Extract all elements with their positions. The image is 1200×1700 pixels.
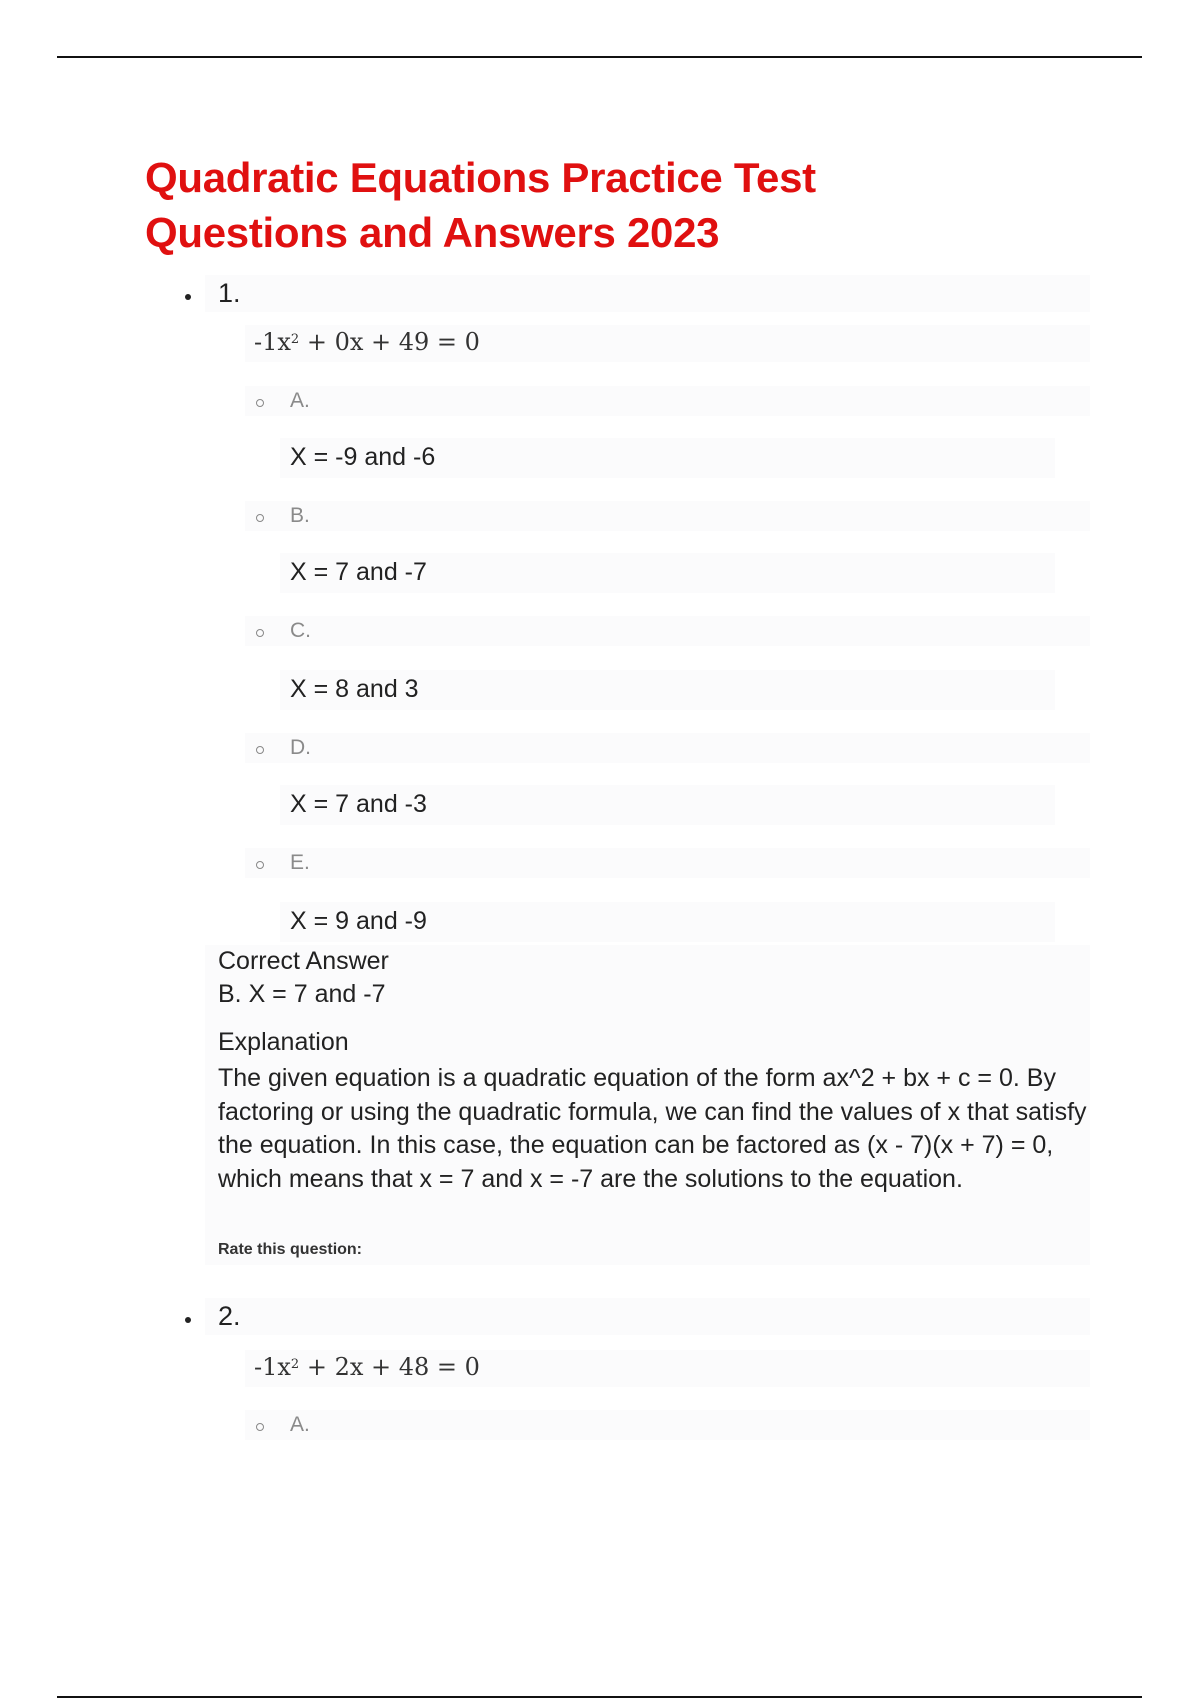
- question-number: 1.: [218, 278, 241, 308]
- explanation-text: The given equation is a quadratic equation of the form ax^2 + bx + c = 0. By factoring or using the quadratic formula, we can find the values of x that satisfy the equation. In this case, the equation can be factored as (x - 7)(x + 7) = 0, which means that x = 7 and x = -7 are the solutions to the equation.: [218, 1064, 1087, 1193]
- hollow-circle-icon: [256, 746, 264, 754]
- correct-answer-value: B. X = 7 and -7: [218, 980, 386, 1008]
- hollow-circle-icon: [256, 514, 264, 522]
- row-band: [245, 1410, 1090, 1440]
- equation-exponent: 2: [290, 332, 300, 347]
- bullet-icon: [185, 1317, 191, 1323]
- hollow-circle-icon: [256, 399, 264, 407]
- equation-part: + 2x + 48 = 0: [299, 1353, 480, 1381]
- option-letter: D.: [290, 736, 311, 759]
- rate-question-label: Rate this question:: [218, 1241, 363, 1258]
- explanation-label: Explanation: [218, 1028, 349, 1056]
- option-letter: C.: [290, 619, 311, 642]
- top-rule: [57, 56, 1142, 58]
- equation-part: -1x: [254, 1353, 291, 1381]
- option-letter: B.: [290, 504, 310, 527]
- option-text: X = -9 and -6: [290, 443, 436, 471]
- question-number: 2.: [218, 1301, 241, 1331]
- option-text: X = 7 and -7: [290, 558, 427, 586]
- question-equation: [254, 327, 480, 357]
- question-equation: [254, 1352, 480, 1382]
- title-line-2: Questions and Answers 2023: [145, 209, 720, 256]
- row-band: [205, 1298, 1090, 1335]
- option-letter: E.: [290, 851, 310, 874]
- row-band: [205, 275, 1090, 312]
- row-band: [245, 501, 1090, 531]
- equation-part: + 0x + 49 = 0: [299, 328, 480, 356]
- option-letter: A.: [290, 1413, 310, 1436]
- row-band: [245, 616, 1090, 646]
- row-band: [245, 848, 1090, 878]
- hollow-circle-icon: [256, 861, 264, 869]
- option-text: X = 9 and -9: [290, 907, 427, 935]
- page-title: [145, 150, 1045, 260]
- row-band: [245, 733, 1090, 763]
- option-letter: A.: [290, 389, 310, 412]
- correct-answer-label: Correct Answer: [218, 947, 389, 975]
- hollow-circle-icon: [256, 629, 264, 637]
- bottom-rule: [57, 1696, 1142, 1698]
- option-text: X = 7 and -3: [290, 790, 427, 818]
- title-line-1: Quadratic Equations Practice Test: [145, 154, 816, 201]
- equation-part: -1x: [254, 328, 291, 356]
- row-band: [245, 386, 1090, 416]
- bullet-icon: [185, 294, 191, 300]
- option-text: X = 8 and 3: [290, 675, 419, 703]
- equation-exponent: 2: [290, 1357, 300, 1372]
- hollow-circle-icon: [256, 1423, 264, 1431]
